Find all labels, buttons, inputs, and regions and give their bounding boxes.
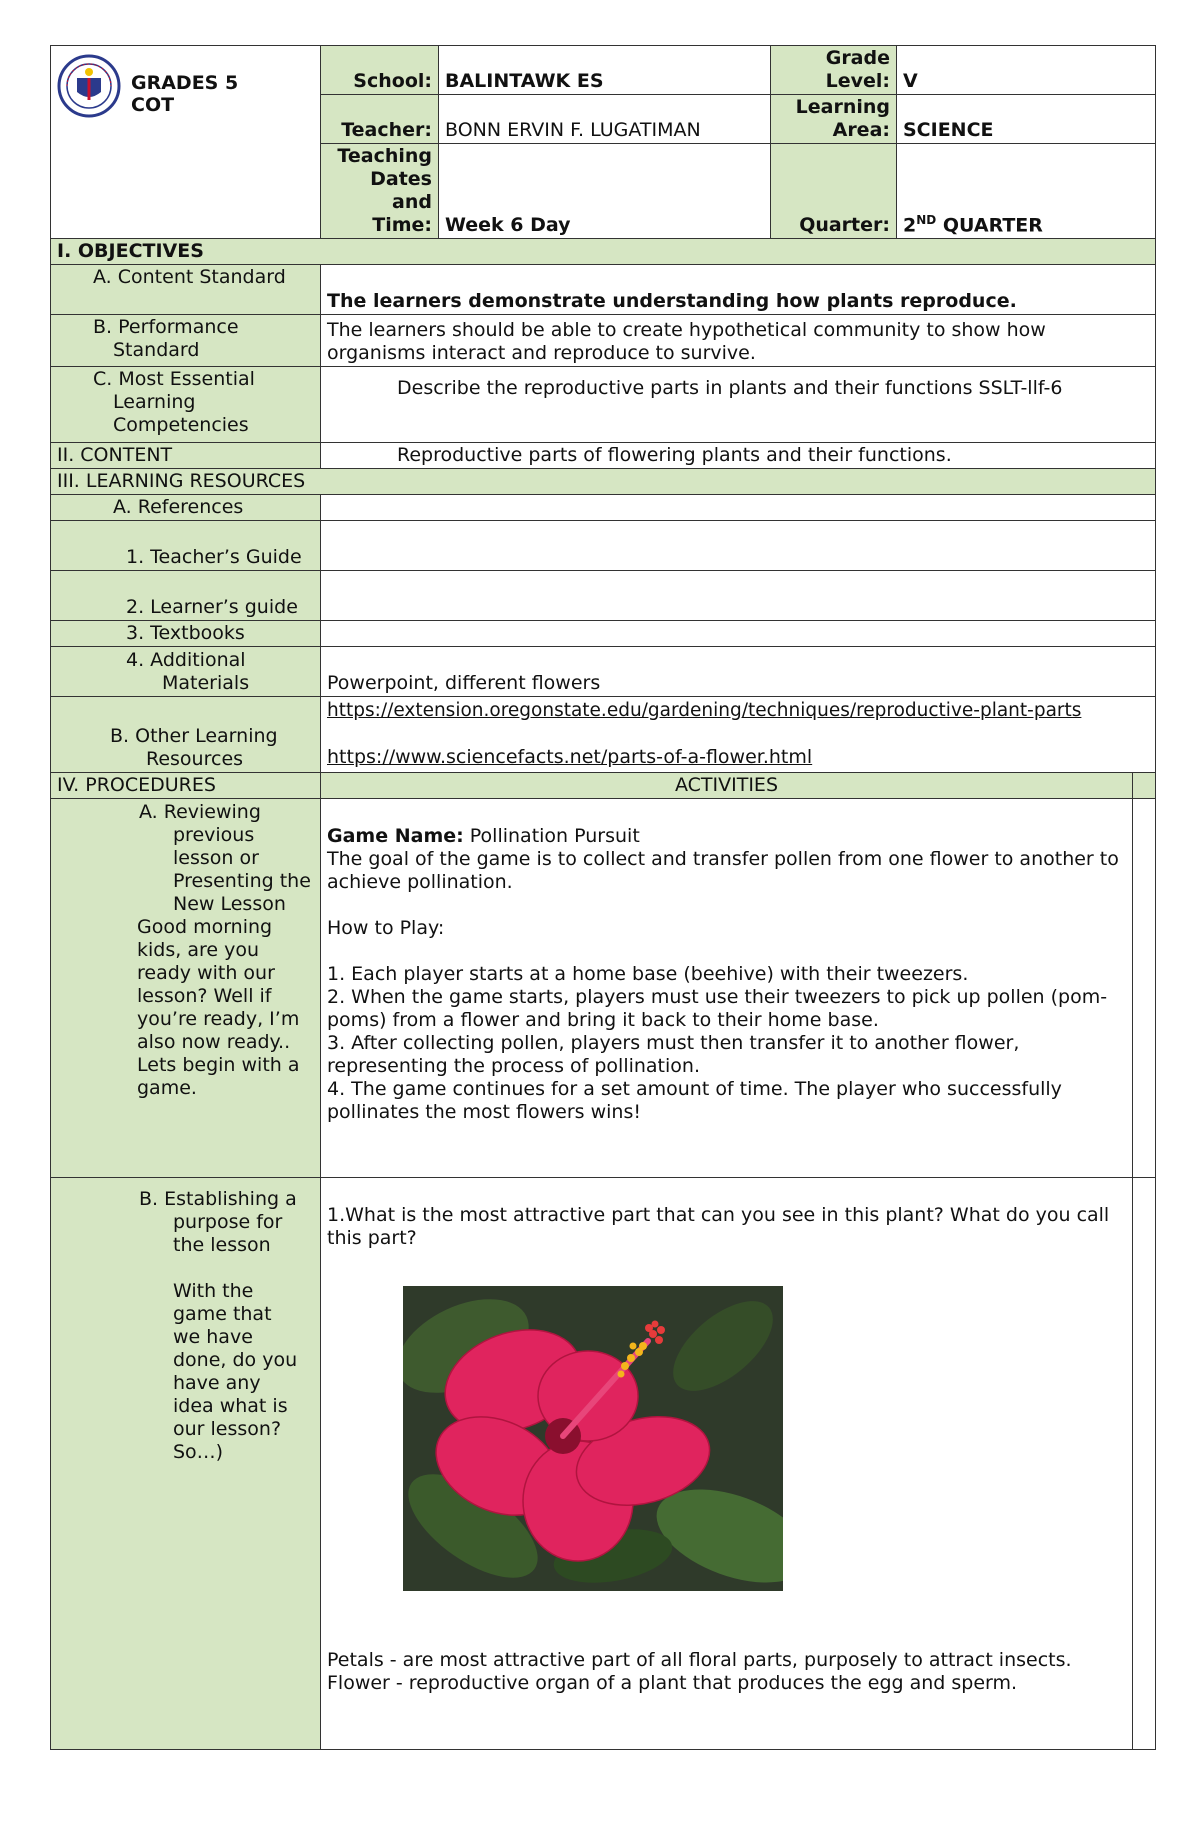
other-resources-value [321, 697, 1156, 773]
deped-seal-icon [57, 54, 121, 118]
references-label: A. References [51, 495, 321, 521]
procedure-b-label: B. Establishing a purpose for the lesson [139, 1188, 297, 1256]
melc-label: C. Most Essential Learning Competencies [51, 367, 321, 443]
game-step-4: 4. The game continues for a set amount of time. The player who successfully pollinates the most flowers wins! [327, 1078, 1062, 1123]
teachers-guide-label: 1. Teacher’s Guide [51, 521, 321, 571]
resource-link-sciencefacts[interactable]: https://www.sciencefacts.net/parts-of-a-flower.html [327, 746, 813, 768]
quarter-value: 2ND QUARTER [897, 144, 1156, 239]
textbooks-value [321, 621, 1156, 647]
flower-question: 1.What is the most attractive part that can you see in this plant? What do you call this part? [327, 1204, 1110, 1249]
resource-link-oregonstate[interactable]: https://extension.oregonstate.edu/gardening/techniques/reproductive-plant-parts [327, 700, 1082, 721]
learning-resources-title: III. LEARNING RESOURCES [51, 469, 1156, 495]
procedure-a-label: A. Reviewing previous lesson or Presenting the New Lesson [139, 801, 311, 915]
procedure-a-extra-cell [1133, 799, 1156, 1178]
content-standard-label: A. Content Standard [51, 265, 321, 315]
school-label: School: [321, 46, 439, 95]
lesson-plan-table [50, 45, 1156, 1750]
learners-guide-label: 2. Learner’s guide [51, 571, 321, 621]
procedure-b-note: With the game that we have done, do you have any idea what is our lesson? So…) [173, 1280, 298, 1463]
learners-guide-value [321, 571, 1156, 621]
additional-materials-value: Powerpoint, different flowers [321, 647, 1156, 697]
melc-value: Describe the reproductive parts in plants and their functions SSLT-llf-6 [321, 367, 1156, 443]
objectives-title: I. OBJECTIVES [51, 239, 1156, 265]
learning-area-value: SCIENCE [897, 95, 1156, 144]
lesson-plan-sheet [50, 45, 1155, 1750]
grade-level-value: V [897, 46, 1156, 95]
learning-area-label: Learning Area: [771, 95, 897, 144]
procedure-a-note: Good morning kids, are you ready with our lesson? Well if you’re ready, I’m also now ready.. Lets begin with a game. [137, 916, 300, 1099]
school-value: BALINTAWK ES [439, 46, 771, 95]
additional-materials-label: 4. Additional Materials [51, 647, 321, 697]
grades-cot-label: GRADES 5 COT [131, 72, 239, 116]
teacher-label: Teacher: [321, 95, 439, 144]
grade-level-label: Grade Level: [771, 46, 897, 95]
references-value [321, 495, 1156, 521]
procedures-title: IV. PROCEDURES [51, 773, 321, 799]
performance-standard-label: B. Performance Standard [51, 315, 321, 367]
activities-header: ACTIVITIES [321, 773, 1133, 799]
performance-standard-value: The learners should be able to create hypothetical community to show how organisms interact and reproduce to survive. [321, 315, 1156, 367]
game-goal: The goal of the game is to collect and transfer pollen from one flower to another to achieve pollination. [327, 848, 1119, 893]
game-step-2: 2. When the game starts, players must use their tweezers to pick up pollen (pom-poms) from a flower and bring it back to their home base. [327, 986, 1108, 1031]
teachers-guide-value [321, 521, 1156, 571]
content-value: Reproductive parts of flowering plants and their functions. [321, 443, 1156, 469]
content-standard-value: The learners demonstrate understanding how plants reproduce. [321, 265, 1156, 315]
procedure-b-activity [321, 1178, 1133, 1750]
content-label: II. CONTENT [51, 443, 321, 469]
procedure-a-cell [51, 799, 321, 1178]
game-name-label: Game Name: [327, 825, 464, 847]
game-step-1: 1. Each player starts at a home base (beehive) with their tweezers. [327, 963, 969, 985]
procedure-a-activity [321, 799, 1133, 1178]
procedure-b-cell [51, 1178, 321, 1750]
teaching-dates-label: Teaching Dates and Time: [321, 144, 439, 239]
hibiscus-flower-image [403, 1286, 783, 1591]
other-resources-label: B. Other Learning Resources [51, 697, 321, 773]
teaching-dates-value: Week 6 Day [439, 144, 771, 239]
textbooks-label: 3. Textbooks [51, 621, 321, 647]
header-logo-cell [51, 46, 321, 239]
how-to-play-label: How to Play: [327, 917, 445, 939]
procedures-extra-cell [1133, 773, 1156, 799]
teacher-value: BONN ERVIN F. LUGATIMAN [439, 95, 771, 144]
petals-definition: Petals - are most attractive part of all floral parts, purposely to attract insects. [327, 1649, 1072, 1671]
game-name: Pollination Pursuit [463, 825, 640, 847]
flower-definition: Flower - reproductive organ of a plant that produces the egg and sperm. [327, 1672, 1018, 1694]
quarter-label: Quarter: [771, 144, 897, 239]
game-step-3: 3. After collecting pollen, players must then transfer it to another flower, representing the process of pollination. [327, 1032, 1020, 1077]
procedure-b-extra-cell [1133, 1178, 1156, 1750]
